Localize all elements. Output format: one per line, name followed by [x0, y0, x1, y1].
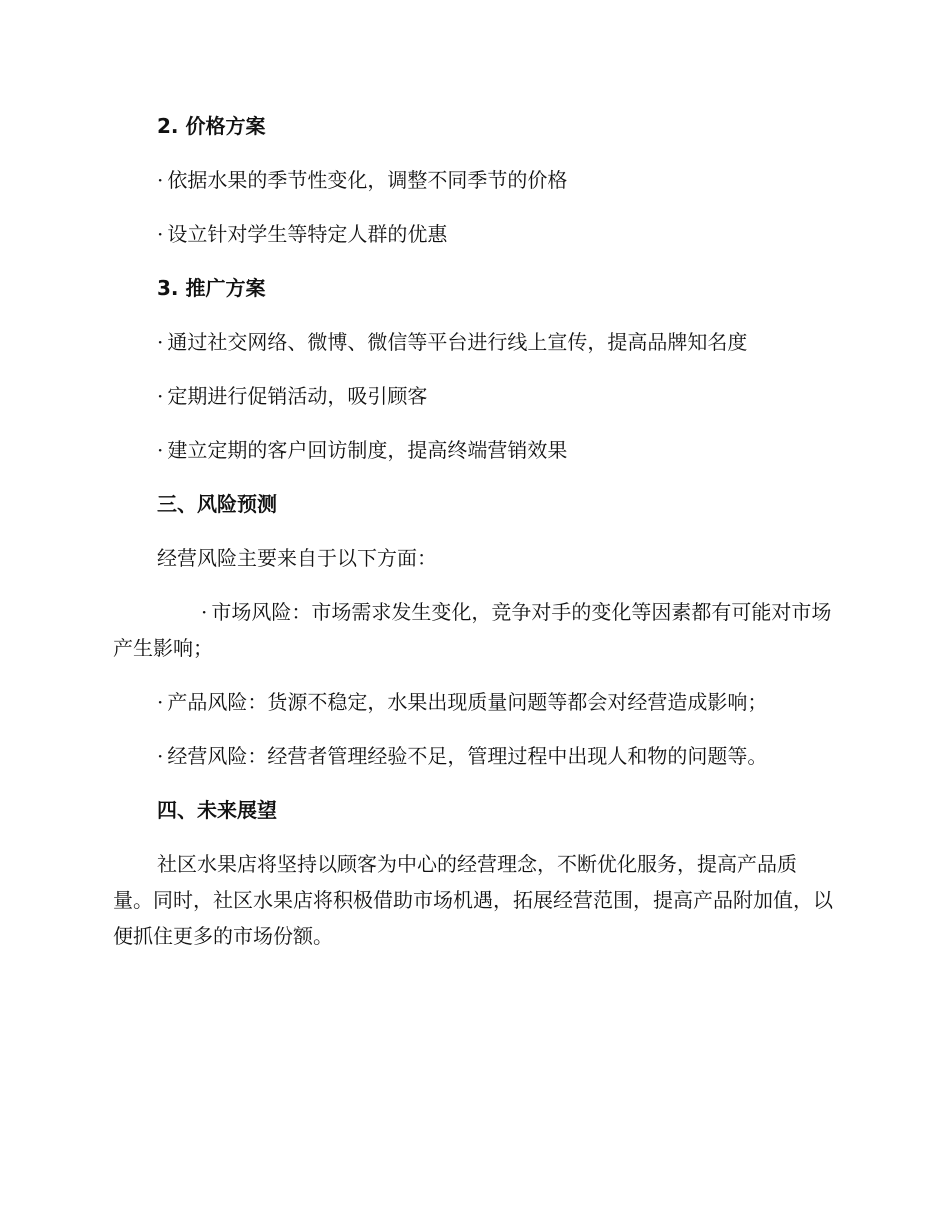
- paragraph-text: 经营风险主要来自于以下方面：: [157, 546, 437, 570]
- bullet-dot: ·: [201, 600, 208, 624]
- bullet-dot: ·: [157, 690, 164, 714]
- bullet-text: 依据水果的季节性变化，调整不同季节的价格: [167, 168, 568, 192]
- heading-text: 三、风险预测: [157, 492, 277, 516]
- paragraph-text: 社区水果店将坚持以顾客为中心的经营理念，不断优化服务，提高产品质量。同时，社区水果店将积极借助市场机遇，拓展经营范围，提高产品附加值，以便抓住更多的市场份额。: [113, 852, 833, 948]
- section-heading-risk: [113, 486, 835, 522]
- section-heading-promotion: [113, 270, 835, 306]
- bullet-text: 经营风险：经营者管理经验不足，管理过程中出现人和物的问题等。: [167, 744, 768, 768]
- heading-text: 2. 价格方案: [157, 114, 266, 138]
- section-heading-pricing: [113, 108, 835, 144]
- paragraph: [113, 540, 835, 576]
- bullet-dot: ·: [157, 330, 164, 354]
- bullet-text: 建立定期的客户回访制度，提高终端营销效果: [167, 438, 568, 462]
- bullet-dot: ·: [157, 222, 164, 246]
- bullet-item: [113, 162, 835, 198]
- bullet-text: 市场风险：市场需求发生变化，竞争对手的变化等因素都有可能对市场产生影响；: [113, 600, 832, 660]
- bullet-item: [113, 684, 835, 720]
- bullet-text: 定期进行促销活动，吸引顾客: [167, 384, 428, 408]
- bullet-item: [113, 378, 835, 414]
- section-heading-outlook: [113, 792, 835, 828]
- document-body: [113, 108, 835, 972]
- bullet-text: 产品风险：货源不稳定，水果出现质量问题等都会对经营造成影响；: [167, 690, 768, 714]
- bullet-text: 通过社交网络、微博、微信等平台进行线上宣传，提高品牌知名度: [167, 330, 748, 354]
- bullet-dot: ·: [157, 744, 164, 768]
- bullet-item: [113, 432, 835, 468]
- heading-text: 四、未来展望: [157, 798, 277, 822]
- heading-text: 3. 推广方案: [157, 276, 266, 300]
- bullet-item: [113, 594, 835, 666]
- bullet-item: [113, 324, 835, 360]
- bullet-text: 设立针对学生等特定人群的优惠: [167, 222, 448, 246]
- bullet-item: [113, 738, 835, 774]
- bullet-dot: ·: [157, 438, 164, 462]
- bullet-item: [113, 216, 835, 252]
- bullet-dot: ·: [157, 168, 164, 192]
- bullet-dot: ·: [157, 384, 164, 408]
- paragraph: [113, 846, 835, 954]
